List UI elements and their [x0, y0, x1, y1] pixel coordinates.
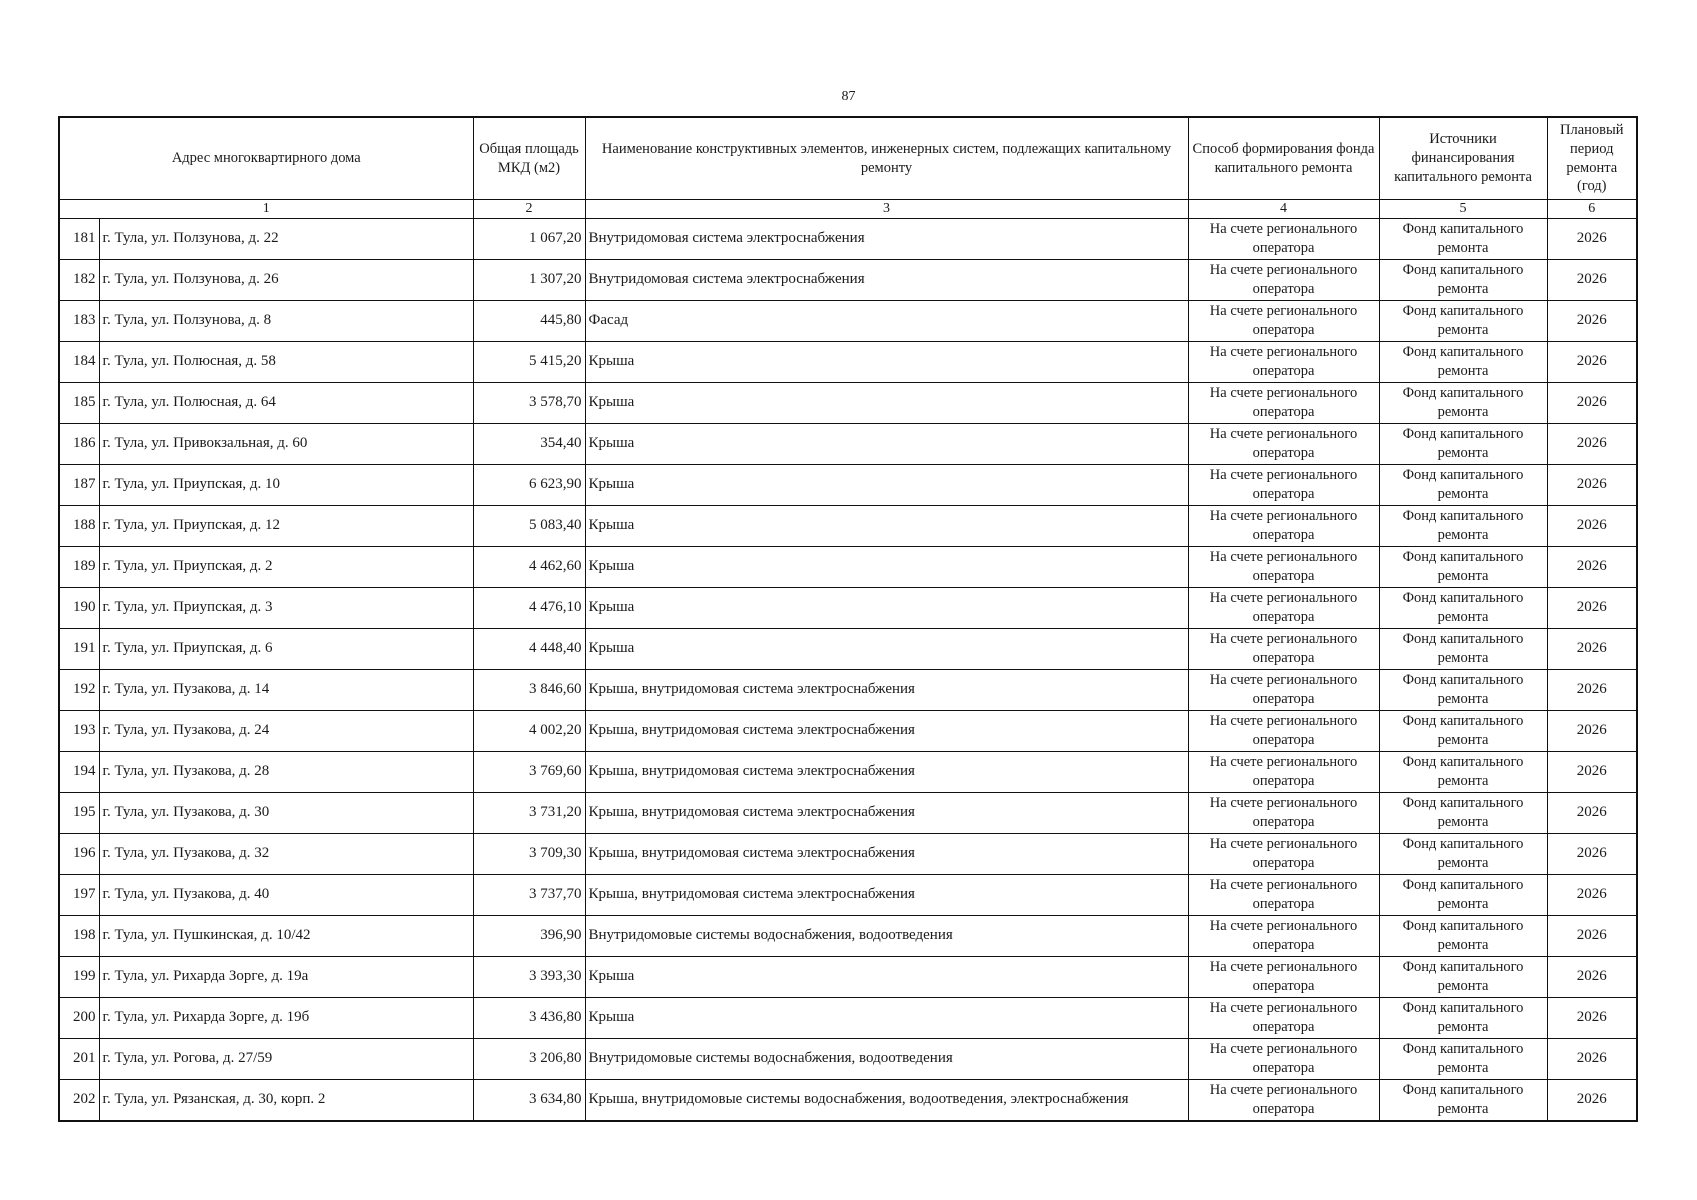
- source-cell: Фонд капитального ремонта: [1379, 875, 1547, 916]
- source-cell: Фонд капитального ремонта: [1379, 465, 1547, 506]
- source-cell: Фонд капитального ремонта: [1379, 629, 1547, 670]
- source-cell: Фонд капитального ремонта: [1379, 1080, 1547, 1122]
- source-cell: Фонд капитального ремонта: [1379, 711, 1547, 752]
- method-cell: На счете регионального оператора: [1188, 834, 1379, 875]
- row-number: 197: [59, 875, 99, 916]
- table-row: [59, 424, 1637, 465]
- year-cell: 2026: [1547, 752, 1637, 793]
- method-cell: На счете регионального оператора: [1188, 916, 1379, 957]
- method-cell: На счете регионального оператора: [1188, 957, 1379, 998]
- year-cell: 2026: [1547, 793, 1637, 834]
- column-number: 1: [59, 200, 473, 219]
- method-cell: На счете регионального оператора: [1188, 752, 1379, 793]
- method-cell: На счете регионального оператора: [1188, 711, 1379, 752]
- elements-cell: Внутридомовая система электроснабжения: [585, 219, 1188, 260]
- method-cell: На счете регионального оператора: [1188, 588, 1379, 629]
- year-cell: 2026: [1547, 1080, 1637, 1122]
- area-cell: 3 578,70: [473, 383, 585, 424]
- row-number: 190: [59, 588, 99, 629]
- source-cell: Фонд капитального ремонта: [1379, 752, 1547, 793]
- row-number: 196: [59, 834, 99, 875]
- address-cell: г. Тула, ул. Ползунова, д. 8: [99, 301, 473, 342]
- table-row: [59, 875, 1637, 916]
- year-cell: 2026: [1547, 547, 1637, 588]
- source-cell: Фонд капитального ремонта: [1379, 506, 1547, 547]
- address-cell: г. Тула, ул. Полюсная, д. 58: [99, 342, 473, 383]
- method-cell: На счете регионального оператора: [1188, 383, 1379, 424]
- year-cell: 2026: [1547, 506, 1637, 547]
- table-row: [59, 219, 1637, 260]
- page-number: 87: [841, 89, 856, 104]
- method-cell: На счете регионального оператора: [1188, 670, 1379, 711]
- row-number: 182: [59, 260, 99, 301]
- table-row: [59, 1039, 1637, 1080]
- table-row: [59, 752, 1637, 793]
- area-cell: 4 448,40: [473, 629, 585, 670]
- address-cell: г. Тула, ул. Приупская, д. 6: [99, 629, 473, 670]
- source-cell: Фонд капитального ремонта: [1379, 547, 1547, 588]
- row-number: 198: [59, 916, 99, 957]
- row-number: 194: [59, 752, 99, 793]
- source-cell: Фонд капитального ремонта: [1379, 834, 1547, 875]
- row-number: 192: [59, 670, 99, 711]
- table-row: [59, 629, 1637, 670]
- table-body: [59, 219, 1637, 1122]
- area-cell: 4 462,60: [473, 547, 585, 588]
- row-number: 200: [59, 998, 99, 1039]
- header-method: Способ формирования фонда капитального ремонта: [1188, 117, 1379, 200]
- method-cell: На счете регионального оператора: [1188, 219, 1379, 260]
- table-header-row: [59, 117, 1637, 200]
- area-cell: 5 083,40: [473, 506, 585, 547]
- row-number: 199: [59, 957, 99, 998]
- header-year: Плановый период ремонта (год): [1547, 117, 1637, 200]
- row-number: 186: [59, 424, 99, 465]
- address-cell: г. Тула, ул. Пузакова, д. 32: [99, 834, 473, 875]
- header-source: Источники финансирования капитального ремонта: [1379, 117, 1547, 200]
- row-number: 201: [59, 1039, 99, 1080]
- address-cell: г. Тула, ул. Рихарда Зорге, д. 19а: [99, 957, 473, 998]
- elements-cell: Внутридомовые системы водоснабжения, водоотведения: [585, 1039, 1188, 1080]
- address-cell: г. Тула, ул. Приупская, д. 2: [99, 547, 473, 588]
- year-cell: 2026: [1547, 465, 1637, 506]
- method-cell: На счете регионального оператора: [1188, 1080, 1379, 1122]
- method-cell: На счете регионального оператора: [1188, 547, 1379, 588]
- table-row: [59, 301, 1637, 342]
- address-cell: г. Тула, ул. Привокзальная, д. 60: [99, 424, 473, 465]
- elements-cell: Внутридомовые системы водоснабжения, водоотведения: [585, 916, 1188, 957]
- address-cell: г. Тула, ул. Пузакова, д. 40: [99, 875, 473, 916]
- elements-cell: Крыша, внутридомовая система электроснабжения: [585, 711, 1188, 752]
- table-row: [59, 506, 1637, 547]
- row-number: 184: [59, 342, 99, 383]
- elements-cell: Крыша: [585, 424, 1188, 465]
- row-number: 181: [59, 219, 99, 260]
- year-cell: 2026: [1547, 260, 1637, 301]
- elements-cell: Крыша, внутридомовая система электроснабжения: [585, 875, 1188, 916]
- area-cell: 5 415,20: [473, 342, 585, 383]
- elements-cell: Крыша: [585, 383, 1188, 424]
- method-cell: На счете регионального оператора: [1188, 998, 1379, 1039]
- row-number: 193: [59, 711, 99, 752]
- address-cell: г. Тула, ул. Рогова, д. 27/59: [99, 1039, 473, 1080]
- elements-cell: Крыша, внутридомовая система электроснабжения: [585, 752, 1188, 793]
- table-row: [59, 342, 1637, 383]
- address-cell: г. Тула, ул. Рихарда Зорге, д. 19б: [99, 998, 473, 1039]
- area-cell: 396,90: [473, 916, 585, 957]
- row-number: 187: [59, 465, 99, 506]
- area-cell: 354,40: [473, 424, 585, 465]
- method-cell: На счете регионального оператора: [1188, 342, 1379, 383]
- table-row: [59, 916, 1637, 957]
- source-cell: Фонд капитального ремонта: [1379, 383, 1547, 424]
- year-cell: 2026: [1547, 998, 1637, 1039]
- elements-cell: Крыша: [585, 629, 1188, 670]
- area-cell: 3 846,60: [473, 670, 585, 711]
- address-cell: г. Тула, ул. Рязанская, д. 30, корп. 2: [99, 1080, 473, 1122]
- method-cell: На счете регионального оператора: [1188, 301, 1379, 342]
- method-cell: На счете регионального оператора: [1188, 875, 1379, 916]
- method-cell: На счете регионального оператора: [1188, 793, 1379, 834]
- elements-cell: Крыша, внутридомовая система электроснабжения: [585, 670, 1188, 711]
- area-cell: 3 206,80: [473, 1039, 585, 1080]
- area-cell: 3 709,30: [473, 834, 585, 875]
- table-row: [59, 547, 1637, 588]
- row-number: 189: [59, 547, 99, 588]
- table-row: [59, 260, 1637, 301]
- table-row: [59, 793, 1637, 834]
- address-cell: г. Тула, ул. Ползунова, д. 22: [99, 219, 473, 260]
- elements-cell: Крыша, внутридомовая система электроснабжения: [585, 834, 1188, 875]
- table-row: [59, 588, 1637, 629]
- elements-cell: Крыша: [585, 506, 1188, 547]
- header-address: Адрес многоквартирного дома: [59, 117, 473, 200]
- area-cell: 1 307,20: [473, 260, 585, 301]
- source-cell: Фонд капитального ремонта: [1379, 957, 1547, 998]
- year-cell: 2026: [1547, 670, 1637, 711]
- method-cell: На счете регионального оператора: [1188, 424, 1379, 465]
- area-cell: 3 393,30: [473, 957, 585, 998]
- elements-cell: Крыша: [585, 547, 1188, 588]
- area-cell: 3 737,70: [473, 875, 585, 916]
- source-cell: Фонд капитального ремонта: [1379, 916, 1547, 957]
- year-cell: 2026: [1547, 629, 1637, 670]
- elements-cell: Крыша: [585, 465, 1188, 506]
- address-cell: г. Тула, ул. Приупская, д. 12: [99, 506, 473, 547]
- column-number: 4: [1188, 200, 1379, 219]
- address-cell: г. Тула, ул. Пузакова, д. 28: [99, 752, 473, 793]
- source-cell: Фонд капитального ремонта: [1379, 219, 1547, 260]
- area-cell: 3 436,80: [473, 998, 585, 1039]
- source-cell: Фонд капитального ремонта: [1379, 670, 1547, 711]
- row-number: 185: [59, 383, 99, 424]
- source-cell: Фонд капитального ремонта: [1379, 260, 1547, 301]
- elements-cell: Крыша, внутридомовая система электроснабжения: [585, 793, 1188, 834]
- area-cell: 1 067,20: [473, 219, 585, 260]
- year-cell: 2026: [1547, 834, 1637, 875]
- year-cell: 2026: [1547, 301, 1637, 342]
- row-number: 202: [59, 1080, 99, 1122]
- table-row: [59, 998, 1637, 1039]
- source-cell: Фонд капитального ремонта: [1379, 793, 1547, 834]
- year-cell: 2026: [1547, 957, 1637, 998]
- area-cell: 3 731,20: [473, 793, 585, 834]
- column-number: 5: [1379, 200, 1547, 219]
- table-row: [59, 834, 1637, 875]
- row-number: 195: [59, 793, 99, 834]
- method-cell: На счете регионального оператора: [1188, 506, 1379, 547]
- year-cell: 2026: [1547, 875, 1637, 916]
- area-cell: 445,80: [473, 301, 585, 342]
- year-cell: 2026: [1547, 588, 1637, 629]
- column-number-row: [59, 200, 1637, 219]
- elements-cell: Крыша: [585, 588, 1188, 629]
- header-elements: Наименование конструктивных элементов, инженерных систем, подлежащих капитальному ремонту: [585, 117, 1188, 200]
- table-row: [59, 957, 1637, 998]
- area-cell: 4 476,10: [473, 588, 585, 629]
- row-number: 183: [59, 301, 99, 342]
- year-cell: 2026: [1547, 219, 1637, 260]
- elements-cell: Крыша: [585, 998, 1188, 1039]
- table-row: [59, 711, 1637, 752]
- year-cell: 2026: [1547, 424, 1637, 465]
- row-number: 191: [59, 629, 99, 670]
- row-number: 188: [59, 506, 99, 547]
- source-cell: Фонд капитального ремонта: [1379, 998, 1547, 1039]
- elements-cell: Фасад: [585, 301, 1188, 342]
- address-cell: г. Тула, ул. Пузакова, д. 24: [99, 711, 473, 752]
- year-cell: 2026: [1547, 342, 1637, 383]
- table-row: [59, 465, 1637, 506]
- header-area: Общая площадь МКД (м2): [473, 117, 585, 200]
- address-cell: г. Тула, ул. Пузакова, д. 30: [99, 793, 473, 834]
- area-cell: 6 623,90: [473, 465, 585, 506]
- year-cell: 2026: [1547, 1039, 1637, 1080]
- method-cell: На счете регионального оператора: [1188, 1039, 1379, 1080]
- area-cell: 3 769,60: [473, 752, 585, 793]
- method-cell: На счете регионального оператора: [1188, 465, 1379, 506]
- source-cell: Фонд капитального ремонта: [1379, 588, 1547, 629]
- year-cell: 2026: [1547, 383, 1637, 424]
- column-number: 6: [1547, 200, 1637, 219]
- elements-cell: Крыша: [585, 342, 1188, 383]
- column-number: 2: [473, 200, 585, 219]
- source-cell: Фонд капитального ремонта: [1379, 342, 1547, 383]
- source-cell: Фонд капитального ремонта: [1379, 1039, 1547, 1080]
- address-cell: г. Тула, ул. Приупская, д. 3: [99, 588, 473, 629]
- table-row: [59, 670, 1637, 711]
- address-cell: г. Тула, ул. Пузакова, д. 14: [99, 670, 473, 711]
- address-cell: г. Тула, ул. Полюсная, д. 64: [99, 383, 473, 424]
- address-cell: г. Тула, ул. Ползунова, д. 26: [99, 260, 473, 301]
- elements-cell: Внутридомовая система электроснабжения: [585, 260, 1188, 301]
- method-cell: На счете регионального оператора: [1188, 260, 1379, 301]
- method-cell: На счете регионального оператора: [1188, 629, 1379, 670]
- capital-repair-table: [58, 116, 1638, 1122]
- table-row: [59, 383, 1637, 424]
- area-cell: 3 634,80: [473, 1080, 585, 1122]
- table-row: [59, 1080, 1637, 1122]
- source-cell: Фонд капитального ремонта: [1379, 424, 1547, 465]
- year-cell: 2026: [1547, 711, 1637, 752]
- area-cell: 4 002,20: [473, 711, 585, 752]
- address-cell: г. Тула, ул. Приупская, д. 10: [99, 465, 473, 506]
- elements-cell: Крыша: [585, 957, 1188, 998]
- year-cell: 2026: [1547, 916, 1637, 957]
- source-cell: Фонд капитального ремонта: [1379, 301, 1547, 342]
- address-cell: г. Тула, ул. Пушкинская, д. 10/42: [99, 916, 473, 957]
- column-number: 3: [585, 200, 1188, 219]
- elements-cell: Крыша, внутридомовые системы водоснабжения, водоотведения, электроснабжения: [585, 1080, 1188, 1122]
